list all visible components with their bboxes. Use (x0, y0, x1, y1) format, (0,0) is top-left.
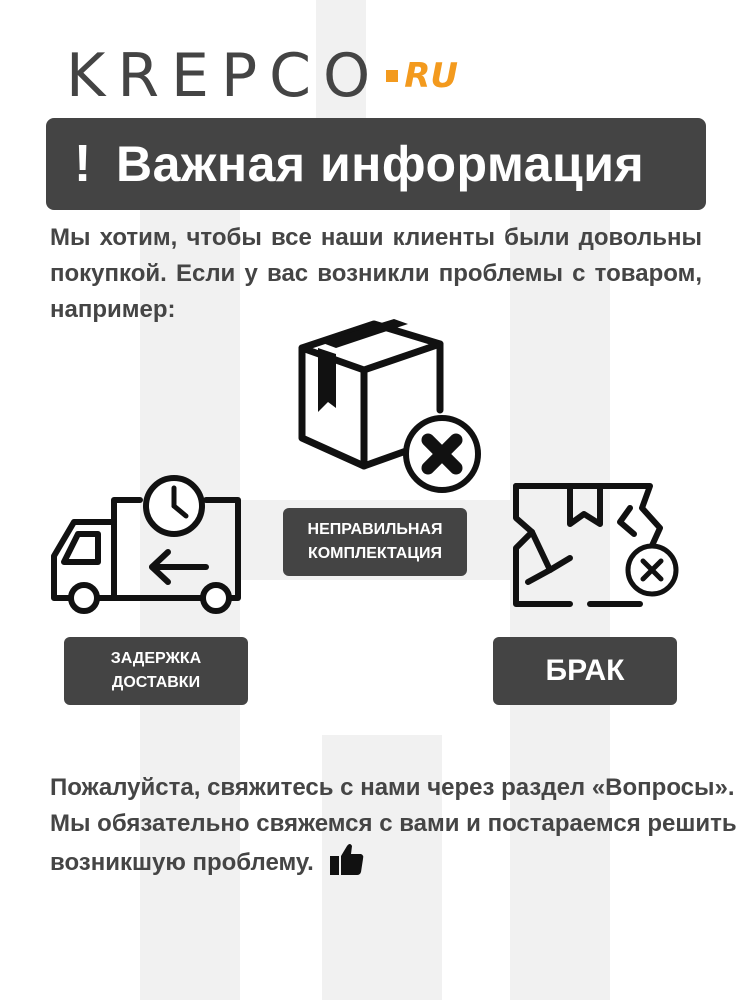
truck-clock-icon (48, 470, 248, 620)
box-cross-icon (290, 318, 490, 493)
defect-label: БРАК (493, 637, 677, 705)
logo-dot (386, 70, 398, 82)
closing-line-last (50, 842, 730, 881)
closing-line: Пожалуйста, свяжитесь с нами через раздел «Вопросы». (50, 774, 735, 801)
logo-suffix: RU (404, 56, 459, 96)
delivery-delay-label (64, 637, 248, 705)
intro-line: например: (50, 296, 176, 323)
wrong-set-label-line: НЕПРАВИЛЬНАЯ (307, 521, 443, 538)
intro-paragraph (50, 220, 702, 328)
logo-text: KREPCO (66, 41, 383, 111)
broken-box-icon (510, 478, 690, 618)
title-banner (46, 118, 706, 210)
thumbs-up-icon (329, 842, 365, 876)
page-title: Важная информация (116, 136, 645, 192)
exclamation-icon: ! (74, 135, 92, 193)
intro-line: Мы хотим, чтобы все наши клиенты были довольны (50, 224, 702, 251)
delivery-delay-label-line: ДОСТАВКИ (111, 674, 201, 691)
closing-line-text: возникшую проблему. (50, 849, 314, 876)
wrong-set-label (283, 508, 467, 576)
brand-logo (66, 40, 458, 112)
intro-line: покупкой. Если у вас возникли проблемы с товаром, (50, 260, 702, 287)
wrong-set-label-line: КОМПЛЕКТАЦИЯ (307, 545, 443, 562)
delivery-delay-label-line: ЗАДЕРЖКА (110, 650, 202, 667)
closing-paragraph (50, 770, 737, 881)
closing-line: Мы обязательно свяжемся с вами и постараемся решить (50, 810, 737, 837)
